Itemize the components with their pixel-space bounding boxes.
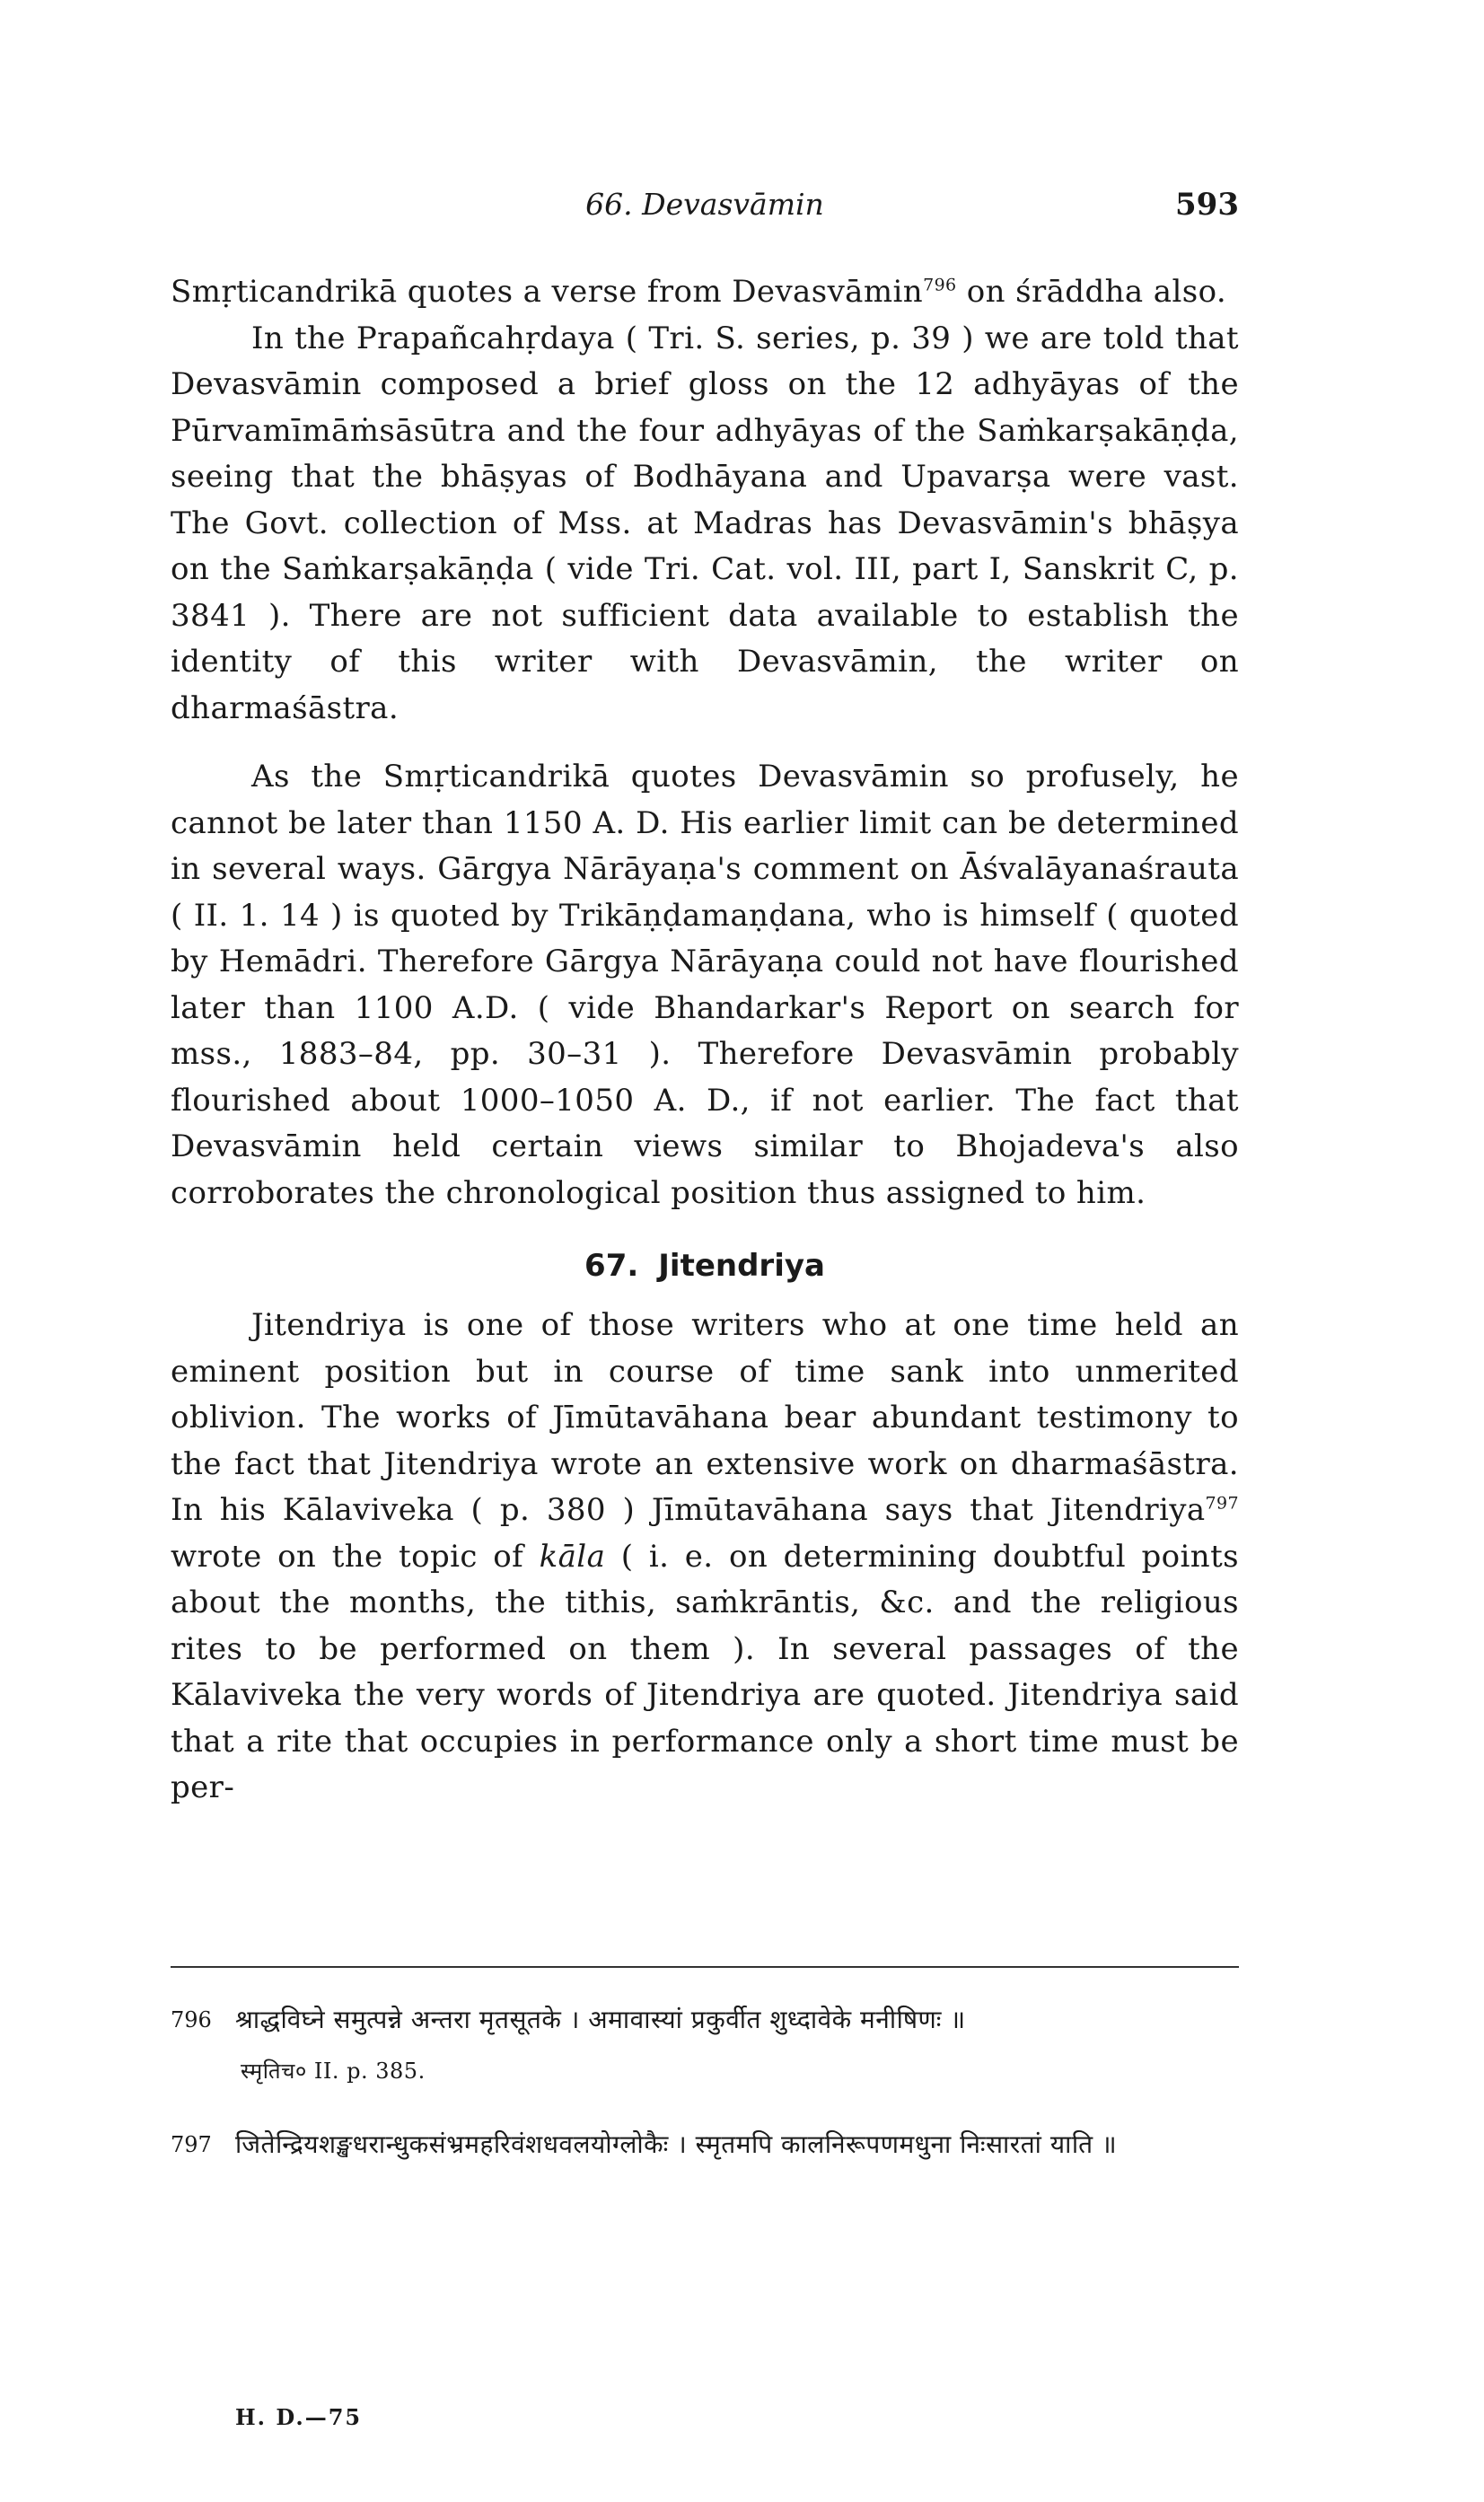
paragraph-2: In the Prapañcahṛdaya ( Tri. S. series, p. 39 ) we are told that Devasvāmin composed a brief gloss on the 12 adhyāyas of the Pūrvamīmāṁsāsūtra and the four adhyāyas of the Saṁkarṣakāṇḍa, seeing that the bhāṣyas of Bodhāyana and Upavarṣa were vast. The Govt. collection of Mss. at Madras has Devasvāmin's bhāṣya on the Saṁkarṣakāṇḍa ( vide Tri. Cat. vol. III, part I, Sanskrit C, p. 3841 ). There are not sufficient data available to establish the identity of this writer with Devasvāmin, the writer on dharmaśāstra. — [171, 320, 1239, 726]
paragraph-4-text-a: Jitendriya is one of those writers who at one time held an eminent position but in course of time sank into unmerited oblivion. The works of Jīmūtavāhana bear abundant testimony to the fact that Jitendriya wrote an extensive work on dharmaśāstra. In his Kālaviveka ( p. 380 ) Jīmūtavāhana says that Jitendriya — [171, 1307, 1239, 1528]
paragraph-1-text-a: Smṛticandrikā quotes a verse from Devasvāmin — [171, 274, 924, 310]
paragraph-4-text-b: wrote on the topic of — [171, 1538, 540, 1575]
section-title: Jitendriya — [658, 1248, 825, 1284]
running-head — [171, 184, 1239, 225]
footnote-796 — [171, 1995, 1239, 2096]
book-page — [171, 0, 1239, 2502]
section-number: 67. — [584, 1248, 639, 1284]
paragraph-4 — [171, 1303, 1239, 1812]
footnote-divider — [171, 1966, 1239, 1968]
section-heading — [171, 1243, 1239, 1288]
footnote-number: 797 — [171, 2132, 212, 2157]
footnote-797 — [171, 2120, 1239, 2170]
paragraph-4-italic-term: kāla — [539, 1538, 606, 1575]
body-text — [171, 269, 1239, 1812]
footnote-ref-796[interactable]: 796 — [923, 275, 957, 295]
signature-mark: H. D.—75 — [235, 2404, 363, 2430]
page-number: 593 — [1175, 187, 1239, 223]
footnote-sanskrit-text: श्राद्धविघ्ने समुत्पन्ने अन्तरा मृतसूतके । अमावास्यां प्रकुर्वीत शुध्दावेके मनीषिणः ॥ — [235, 2005, 966, 2034]
footnote-citation: स्मृतिच० II. p. 385. — [241, 2059, 426, 2084]
running-title: 66. Devasvāmin — [585, 187, 824, 222]
footnote-ref-797[interactable]: 797 — [1205, 1493, 1239, 1514]
footnotes — [171, 1995, 1239, 2193]
paragraph-1 — [171, 269, 1239, 316]
paragraph-4-text-c: ( i. e. on determining doubtful points about the months, the tithis, saṁkrāntis, &c. and the religious rites to be performed on them ). In several passages of the Kālaviveka the very words of Jitendriya are quoted. Jitendriya said that a rite that occupies in performance only a short time must be per- — [171, 1538, 1239, 1805]
footnote-sanskrit-text: जितेन्द्रियशङ्खधरान्धुकसंभ्रमहरिवंशधवलयोग्लोकैः । स्मृतमपि कालनिरूपणमधुना निःसारतां याति ॥ — [235, 2129, 1118, 2159]
footnote-number: 796 — [171, 2007, 212, 2032]
paragraph-1-text-b: on śrāddha also. — [956, 274, 1227, 310]
paragraph-3: As the Smṛticandrikā quotes Devasvāmin so profusely, he cannot be later than 1150 A. D. His earlier limit can be determined in several ways. Gārgya Nārāyaṇa's comment on Āśvalāyanaśrauta ( II. 1. 14 ) is quoted by Trikāṇḍamaṇḍana, who is himself ( quoted by Hemādri. Therefore Gārgya Nārāyaṇa could not have flourished later than 1100 A.D. ( vide Bhandarkar's Report on search for mss., 1883–84, pp. 30–31 ). Therefore Devasvāmin probably flourished about 1000–1050 A. D., if not earlier. The fact that Devasvāmin held certain views similar to Bhojadeva's also corroborates the chronological position thus assigned to him. — [171, 759, 1239, 1211]
